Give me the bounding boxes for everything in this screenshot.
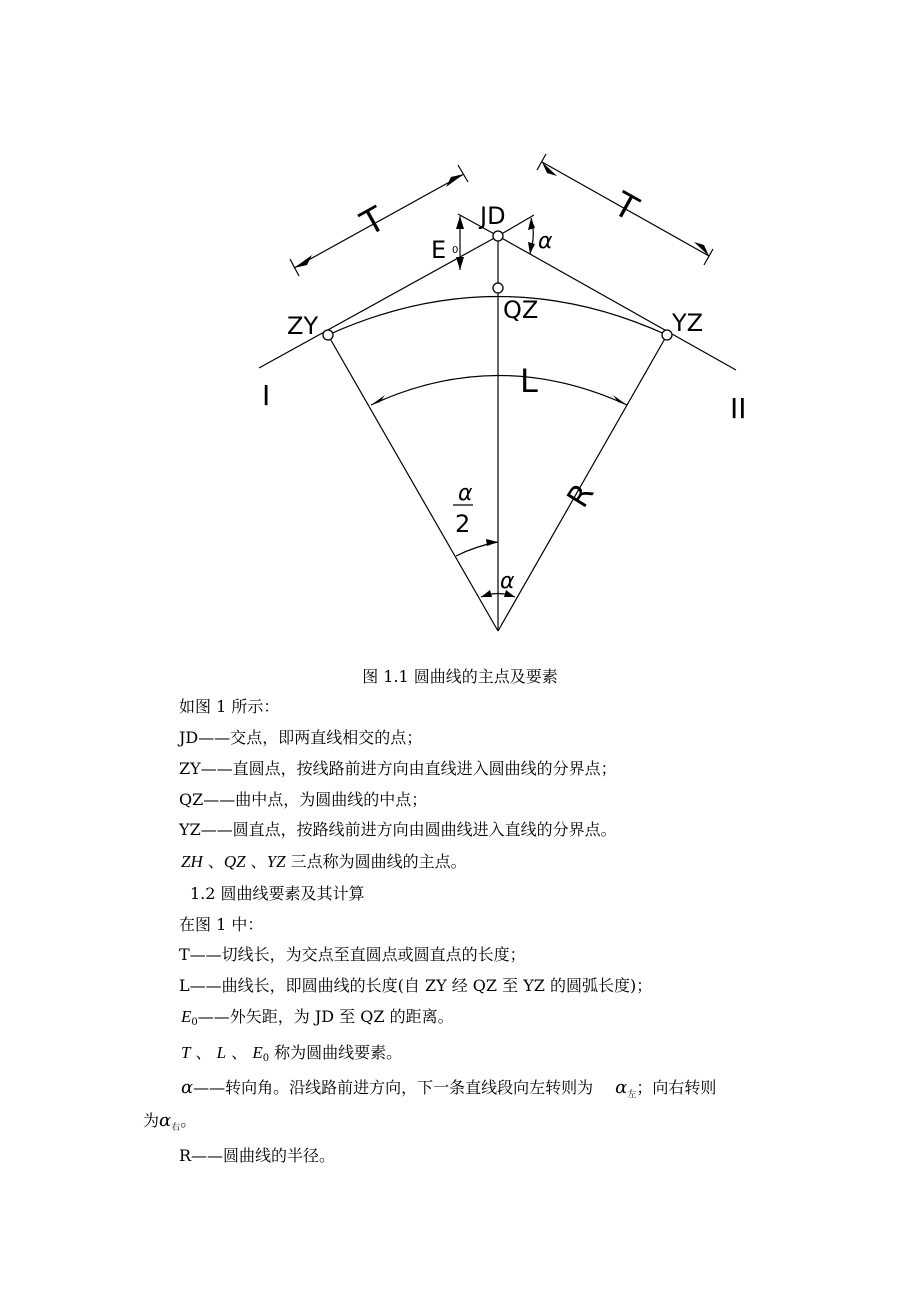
- text-line-elements: T 、 L 、 $E_0$ 称为圆曲线要素。: [181, 1043, 403, 1064]
- label-alpha-bottom: α: [500, 569, 515, 594]
- zh-symbol: ZH: [181, 852, 203, 871]
- yz-point: [662, 330, 672, 340]
- label-qz: QZ: [503, 296, 539, 324]
- text-line-alpha-right: 为$\alpha_右$。: [143, 1110, 197, 1133]
- qz-point: [493, 283, 503, 293]
- label-t-left: T: [354, 199, 392, 245]
- text-line-1: 如图 1 所示：: [179, 697, 280, 716]
- text-line-zy: ZY——直圆点，按线路前进方向由直线进入圆曲线的分界点；: [179, 759, 617, 778]
- label-roman-1: I: [262, 379, 271, 412]
- label-e: E: [431, 236, 447, 264]
- text-line-in-fig: 在图 1 中：: [179, 915, 264, 934]
- yz-symbol: YZ: [266, 852, 286, 871]
- text-line-r: R——圆曲线的半径。: [179, 1146, 336, 1165]
- section-heading: 1.2 圆曲线要素及其计算: [190, 884, 365, 903]
- jd-point: [493, 231, 503, 241]
- text-line-jd: JD——交点，即两直线相交的点；: [179, 728, 423, 747]
- label-jd: JD: [480, 202, 506, 230]
- label-e-sub: 0: [452, 245, 459, 256]
- l-dimension-arc: [371, 376, 627, 406]
- qz-symbol: QZ: [223, 852, 246, 871]
- text-line-yz: YZ——圆直点，按路线前进方向由圆曲线进入直线的分界点。: [179, 820, 617, 839]
- text-line-e0: $E_0——$外矢距，为 JD 至 QZ 的距离。: [181, 1007, 454, 1028]
- text-line-qz: QZ——曲中点，为圆曲线的中点；: [179, 790, 428, 809]
- alpha-symbol: α: [181, 1077, 194, 1098]
- label-roman-2: II: [730, 392, 747, 425]
- figure-caption: 图 1.1 圆曲线的主点及要素: [362, 667, 558, 686]
- circular-curve-diagram: [0, 0, 920, 650]
- text-line-l: L——曲线长，即圆曲线的长度(自 ZY 经 QZ 至 YZ 的圆弧长度)；: [179, 976, 653, 995]
- e-symbol: E: [181, 1007, 192, 1026]
- label-yz: YZ: [672, 309, 704, 337]
- text-line-alpha: α——转向角。沿线路前进方向，下一条直线段向左转则为 $\alpha_左$；向右转则: [181, 1077, 717, 1100]
- label-half-alpha-den: 2: [455, 510, 471, 538]
- label-zy: ZY: [287, 312, 319, 340]
- label-r: R: [560, 477, 602, 514]
- label-alpha-top: α: [538, 229, 553, 254]
- text-line-main-points: ZH 、QZ 、YZ 三点称为圆曲线的主点。: [181, 852, 467, 871]
- label-t-right: T: [607, 184, 645, 230]
- zy-point: [323, 330, 333, 340]
- text-line-t: T——切线长，为交点至直圆点或圆直点的长度；: [179, 945, 526, 964]
- label-l: L: [520, 362, 538, 400]
- tangent-line-1: [259, 236, 498, 368]
- label-half-alpha-num: α: [458, 481, 473, 506]
